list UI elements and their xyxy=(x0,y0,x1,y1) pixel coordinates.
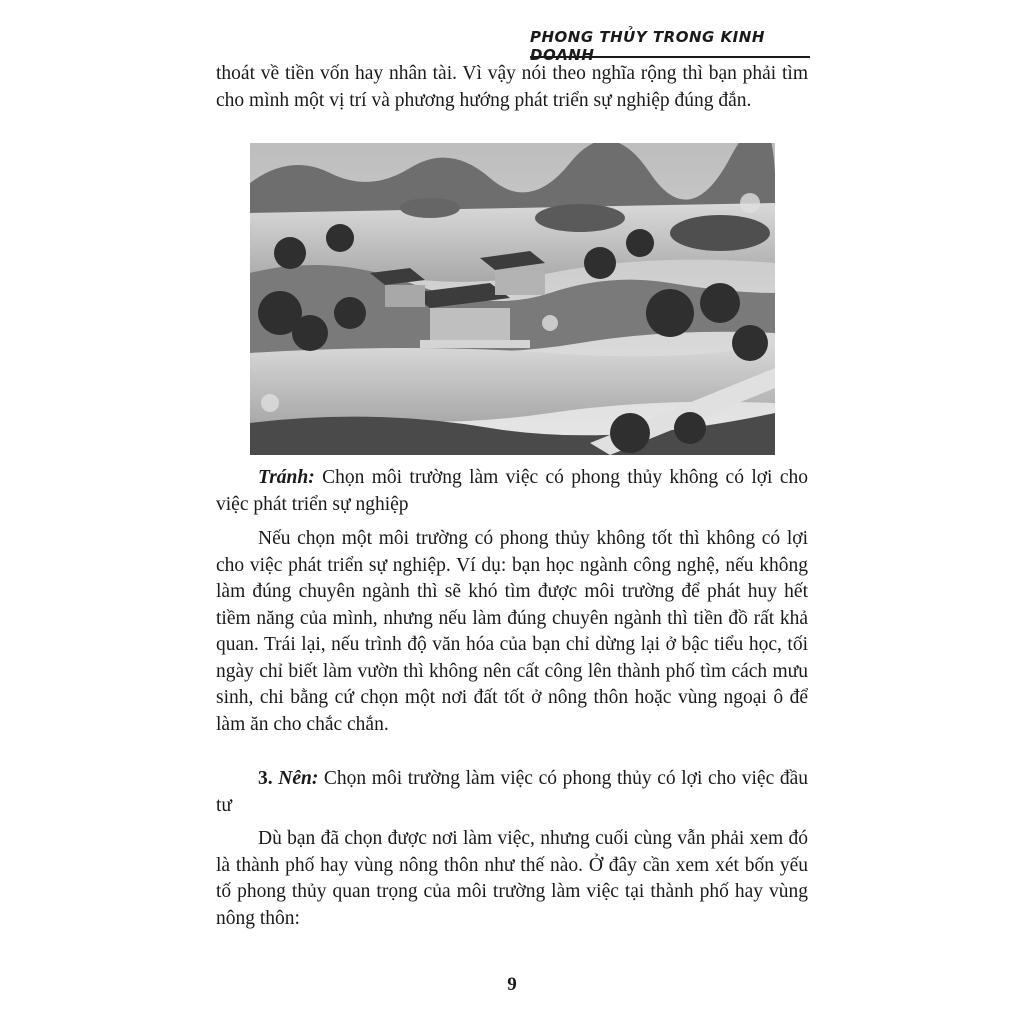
running-header-title: PHONG THỦY TRONG KINH DOANH xyxy=(530,28,765,64)
running-header xyxy=(530,26,810,64)
landscape-illustration xyxy=(250,143,775,455)
avoid-heading-text: Chọn môi trường làm việc có phong thủy không có lợi cho việc phát triển sự nghiệp xyxy=(216,467,808,515)
avoid-heading xyxy=(216,465,808,518)
avoid-body-paragraph: Nếu chọn một môi trường có phong thủy không tốt thì không có lợi cho việc phát triển sự nghiệp. Ví dụ: bạn học ngành công nghệ, nếu không làm đúng chuyên ngành thì sẽ khó tìm được môi trường để phát huy hết tiềm năng của mình, nhưng nếu làm đúng chuyên ngành thì tiền đồ rất khả quan. Trái lại, nếu trình độ văn hóa của bạn chỉ dừng lại ở bậc tiểu học, tối ngày chỉ biết làm vườn thì không nên cất công lên thành phố tìm cách mưu sinh, chi bằng cứ chọn một nơi đất tốt ở nông thôn hoặc vùng ngoại ô để làm ăn cho chắc chắn. xyxy=(216,528,808,735)
should-heading xyxy=(216,766,808,819)
page-number: 9 xyxy=(507,974,517,995)
section-number: 3. xyxy=(258,768,273,789)
intro-paragraph: thoát về tiền vốn hay nhân tài. Vì vậy nói theo nghĩa rộng thì bạn phải tìm cho mình một vị trí và phương hướng phát triển sự nghiệp đúng đắn. xyxy=(216,63,808,111)
should-label: Nên: xyxy=(278,768,319,789)
should-heading-text: Chọn môi trường làm việc có phong thủy có lợi cho việc đầu tư xyxy=(216,768,808,816)
avoid-label: Tránh: xyxy=(258,467,315,488)
landscape-illustration-drawing xyxy=(250,143,775,455)
should-body-paragraph: Dù bạn đã chọn được nơi làm việc, nhưng cuối cùng vẫn phải xem đó là thành phố hay vùng nông thôn như thế nào. Ở đây cần xem xét bốn yếu tố phong thủy quan trọng của môi trường làm việc tại thành phố hay vùng nông thôn: xyxy=(216,828,808,929)
